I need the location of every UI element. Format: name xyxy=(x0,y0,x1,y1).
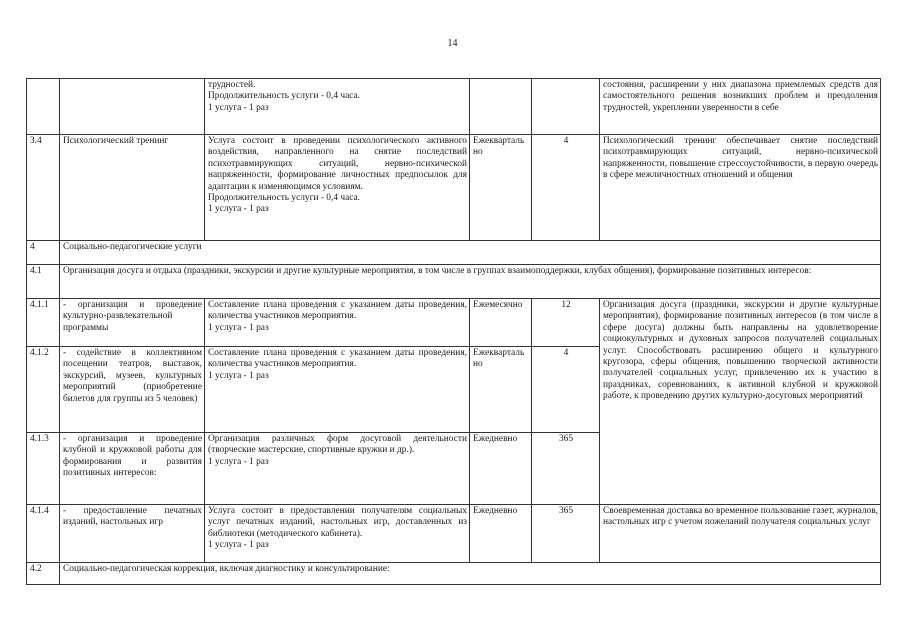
description-line: трудностей. xyxy=(208,80,256,90)
description-line: 1 услуга - 1 раз xyxy=(208,102,269,113)
service-frequency: Ежемесячно xyxy=(470,299,532,347)
section-title: Социально-педагогическая коррекция, включая диагностику и консультирование: xyxy=(60,563,881,585)
service-quantity: 4 xyxy=(532,347,600,433)
service-frequency: Ежеквартально xyxy=(470,347,532,433)
table-row-3-4 xyxy=(27,135,881,241)
description-line: Организация различных форм досуговой деятельности (творческие мастерские, спортивные кружки и др.). xyxy=(208,434,467,456)
row-number: 4.1.1 xyxy=(27,299,60,347)
service-description xyxy=(205,79,470,135)
service-quantity: 365 xyxy=(532,433,600,505)
description-line: Составление плана проведения с указанием даты проведения, количества участников мероприятия. xyxy=(208,300,467,322)
table-row-4-1-1 xyxy=(27,299,881,347)
description-line: 1 услуга - 1 раз xyxy=(208,322,269,333)
service-quantity: 365 xyxy=(532,505,600,563)
service-frequency: Ежеквартально xyxy=(470,135,532,241)
row-number: 4.2 xyxy=(27,563,60,585)
table-row-section-4-1 xyxy=(27,265,881,299)
service-description xyxy=(205,135,470,241)
section-title: Социально-педагогические услуги xyxy=(60,241,881,265)
table-row-section-4 xyxy=(27,241,881,265)
row-number: 3.4 xyxy=(27,135,60,241)
table-row-4-1-4 xyxy=(27,505,881,563)
service-description xyxy=(205,347,470,433)
description-line: 1 услуга - 1 раз xyxy=(208,456,269,467)
service-description xyxy=(205,505,470,563)
section-title: Организация досуга и отдыха (праздники, экскурсии и другие культурные мероприятия, в том числе в группах взаимоподдержки, клубах общения), формирование позитивных интересов: xyxy=(60,265,881,299)
service-frequency: Ежедневно xyxy=(470,505,532,563)
description-line: 1 услуга - 1 раз xyxy=(208,204,269,215)
description-line: Услуга состоит в проведении психологического активного воздействия, направленного на снятие последствий психотравмирующих ситуаций, нервно-психической напряженности, формирование личностных предпосылок для адаптации к изменяющимся условиям. xyxy=(208,136,467,192)
service-name: Психологический тренинг xyxy=(60,135,205,241)
page-number: 14 xyxy=(447,38,458,49)
service-frequency: Ежедневно xyxy=(470,433,532,505)
row-number xyxy=(27,79,60,135)
row-number: 4.1.3 xyxy=(27,433,60,505)
service-name: - организация и проведение культурно-развлекательной программы xyxy=(60,299,205,347)
row-number: 4.1.4 xyxy=(27,505,60,563)
table-row-continuation xyxy=(27,79,881,135)
service-result: Организация досуга (праздники, экскурсии и другие культурные мероприятия), формирование позитивных интересов (в том числе в сфере досуга) должны быть направлены на удовлетворение социокультурных и духовных запросов получателей социальных услуг. Способствовать расширению общего и культурного кругозора, сферы общения, повышению творческой активности получателей социальных услуг, привлечению их к участию в праздниках, соревнованиях, к активной клубной и кружковой работе, к проведению других культурно-досуговых мероприятий xyxy=(600,299,881,505)
service-quantity xyxy=(532,79,600,135)
service-result: состояния, расширении у них диапазона приемлемых средств для самостоятельного решения возникших проблем и преодоления трудностей, укреплении уверенности в себе xyxy=(600,79,881,135)
table-row-section-4-2 xyxy=(27,563,881,585)
service-name: - предоставление печатных изданий, настольных игр xyxy=(60,505,205,563)
service-name: - организация и проведение клубной и кружковой работы для формирования и развития позитивных интересов: xyxy=(60,433,205,505)
service-quantity: 4 xyxy=(532,135,600,241)
description-line: Услуга состоит в предоставлении получателям социальных услуг печатных изданий, настольных игр, доставленных из библиотеки (методического кабинета). xyxy=(208,506,467,539)
description-line: 1 услуга - 1 раз xyxy=(208,370,269,381)
service-result: Психологический тренинг обеспечивает снятие последствий психотравмирующих ситуаций, нервно-психической напряженности, повышение стрессоустойчивости, в первую очередь в сфере межличностных отношений и общения xyxy=(600,135,881,241)
service-name xyxy=(60,79,205,135)
row-number: 4.1 xyxy=(27,265,60,299)
row-number: 4.1.2 xyxy=(27,347,60,433)
service-quantity: 12 xyxy=(532,299,600,347)
service-result: Своевременная доставка во временное пользование газет, журналов, настольных игр с учетом пожеланий получателя социальных услуг xyxy=(600,505,881,563)
services-table xyxy=(26,78,881,585)
description-line: Продолжительность услуги - 0,4 часа. xyxy=(208,193,361,204)
description-line: Составление плана проведения с указанием даты проведения, количества участников мероприятия. xyxy=(208,348,467,370)
description-line: Продолжительность услуги - 0,4 часа. xyxy=(208,91,361,102)
description-line: 1 услуга - 1 раз xyxy=(208,540,269,551)
service-frequency xyxy=(470,79,532,135)
service-name: - содействие в коллективном посещении театров, выставок, экскурсий, музеев, культурных мероприятий (приобретение билетов для группы из 5 человек) xyxy=(60,347,205,433)
row-number: 4 xyxy=(27,241,60,265)
service-description xyxy=(205,433,470,505)
service-description xyxy=(205,299,470,347)
